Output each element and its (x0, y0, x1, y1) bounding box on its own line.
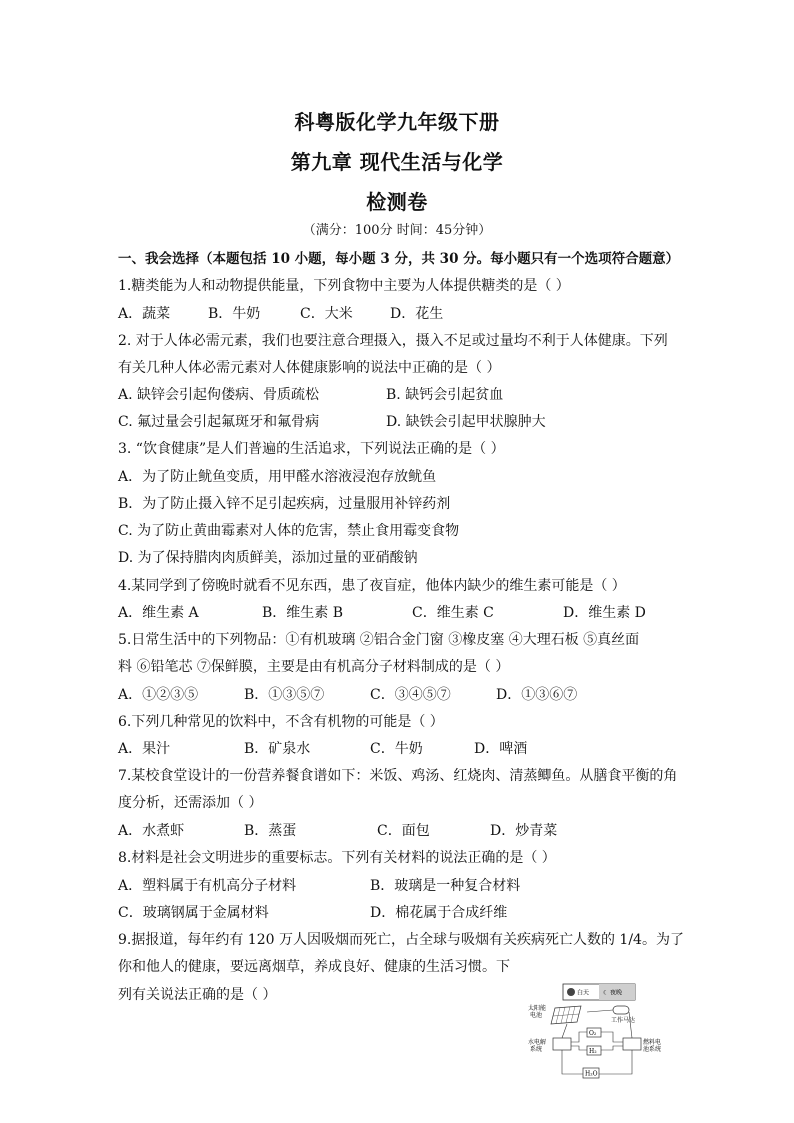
solar-panel-icon (551, 1006, 581, 1024)
question-4-option-c: C．维生素 C (412, 605, 494, 621)
question-9-stem-line-3: 列有关说法正确的是（ ） (118, 987, 277, 1003)
fuel-cell-unit (623, 1038, 641, 1050)
question-2-stem-line-2: 有关几种人体必需元素对人体健康影响的说法中正确的是（ ） (118, 360, 501, 376)
energy-system-diagram (527, 982, 677, 1102)
question-1-option-b: B．牛奶 (208, 306, 261, 322)
paper-title: 检测卷 (366, 190, 428, 214)
fuel-cell-label-2: 池系统 (643, 1046, 662, 1053)
day-label: 白天 (577, 989, 590, 997)
question-5-stem-line-2: 料 ⑥铅笔芯 ⑦保鲜膜，主要是由有机高分子材料制成的是（ ） (118, 659, 510, 675)
question-6-option-b: B．矿泉水 (244, 741, 311, 757)
question-6-option-a: A．果汁 (118, 741, 171, 757)
moon-icon: ☾ (603, 989, 609, 997)
question-7-option-a: A．水煮虾 (118, 823, 185, 839)
question-1-option-d: D．花生 (390, 306, 444, 322)
question-1-option-c: C．大米 (300, 306, 353, 322)
question-2-stem-line-1: 2. 对于人体必需元素，我们也要注意合理摄入，摄入不足或过量均不利于人体健康。下列 (118, 333, 668, 349)
question-2-option-c: C. 氟过量会引起氟斑牙和氟骨病 (118, 414, 320, 430)
motor-icon (587, 1006, 629, 1014)
battery-label: 电池 (530, 1012, 543, 1019)
question-4-option-a: A．维生素 A (118, 605, 199, 621)
question-3-stem: 3. “饮食健康”是人们普遍的生活追求，下列说法正确的是（ ） (118, 441, 505, 457)
question-7-stem-line-1: 7.某校食堂设计的一份营养餐食谱如下：米饭、鸡汤、红烧肉、清蒸鲫鱼。从膳食平衡的角 (118, 768, 678, 784)
question-4-stem: 4.某同学到了傍晚时就看不见东西，患了夜盲症，他体内缺少的维生素可能是（ ） (118, 578, 626, 594)
motor-label: 工作马达 (611, 1017, 636, 1024)
question-6-option-c: C．牛奶 (370, 741, 423, 757)
question-7-stem-line-2: 度分析，还需添加（ ） (118, 795, 263, 811)
question-2-option-d: D. 缺铁会引起甲状腺肿大 (386, 414, 546, 430)
question-2-option-a: A. 缺锌会引起佝偻病、骨质疏松 (118, 387, 320, 403)
exam-meta: （满分：100分 时间：45分钟） (302, 223, 492, 238)
solar-label: 太阳能 (528, 1005, 547, 1012)
question-6-option-d: D．啤酒 (474, 741, 528, 757)
question-9-stem-line-2: 你和他人的健康，要远离烟草，养成良好、健康的生活习惯。下 (118, 959, 510, 975)
question-3-option-a: A．为了防止鱿鱼变质，用甲醛水溶液浸泡存放鱿鱼 (118, 469, 437, 485)
question-4-option-b: B．维生素 B (262, 605, 344, 621)
question-1-option-a: A．蔬菜 (118, 306, 171, 322)
electrolysis-label-1: 水电解 (528, 1039, 547, 1046)
question-5-option-b: B．①③⑤⑦ (244, 687, 325, 703)
question-8-option-a: A．塑料属于有机高分子材料 (118, 878, 297, 894)
question-7-option-b: B．蒸蛋 (244, 823, 297, 839)
chapter-title: 第九章 现代生活与化学 (290, 150, 504, 174)
question-6-stem: 6.下列几种常见的饮料中，不含有机物的可能是（ ） (118, 714, 444, 730)
question-3-option-b: B．为了防止摄入锌不足引起疾病，过量服用补锌药剂 (118, 496, 451, 512)
question-5-option-c: C．③④⑤⑦ (370, 687, 451, 703)
hydrogen-label: H₂ (589, 1048, 597, 1055)
question-4-option-d: D．维生素 D (563, 605, 646, 621)
oxygen-label: O₂ (589, 1030, 597, 1037)
question-7-option-d: D．炒青菜 (490, 823, 558, 839)
section-heading: 一、我会选择（本题包括 10 小题，每小题 3 分，共 30 分。每小题只有一个选项符合题意） (118, 251, 680, 267)
question-3-option-c: C. 为了防止黄曲霉素对人体的危害，禁止食用霉变食物 (118, 523, 460, 539)
question-8-option-d: D．棉花属于合成纤维 (370, 905, 508, 921)
electrolysis-unit (553, 1038, 571, 1050)
question-9-stem-line-1: 9.据报道，每年约有 120 万人因吸烟而死亡，占全球与吸烟有关疾病死亡人数的 1/4。为了 (118, 932, 684, 948)
question-5-option-a: A．①②③⑤ (118, 687, 199, 703)
question-1-stem: 1.糖类能为人和动物提供能量，下列食物中主要为人体提供糖类的是（ ） (118, 278, 570, 294)
question-2-option-b: B. 缺钙会引起贫血 (386, 387, 504, 403)
question-8-option-b: B．玻璃是一种复合材料 (370, 878, 521, 894)
fuel-cell-label-1: 燃料电 (643, 1039, 662, 1046)
sun-icon (567, 988, 575, 996)
question-8-stem: 8.材料是社会文明进步的重要标志。下列有关材料的说法正确的是（ ） (118, 850, 556, 866)
electrolysis-label-2: 系统 (530, 1046, 543, 1053)
document-title: 科粤版化学九年级下册 (294, 110, 500, 134)
question-5-option-d: D．①③⑥⑦ (496, 687, 578, 703)
question-7-option-c: C．面包 (377, 823, 430, 839)
question-8-option-c: C．玻璃钢属于金属材料 (118, 905, 269, 921)
question-3-option-d: D. 为了保持腊肉肉质鲜美，添加过量的亚硝酸钠 (118, 550, 418, 566)
night-label: 夜晚 (610, 989, 623, 997)
water-label: H₂O (585, 1070, 598, 1078)
question-5-stem-line-1: 5.日常生活中的下列物品：①有机玻璃 ②铝合金门窗 ③橡皮塞 ④大理石板 ⑤真丝面 (118, 632, 640, 648)
